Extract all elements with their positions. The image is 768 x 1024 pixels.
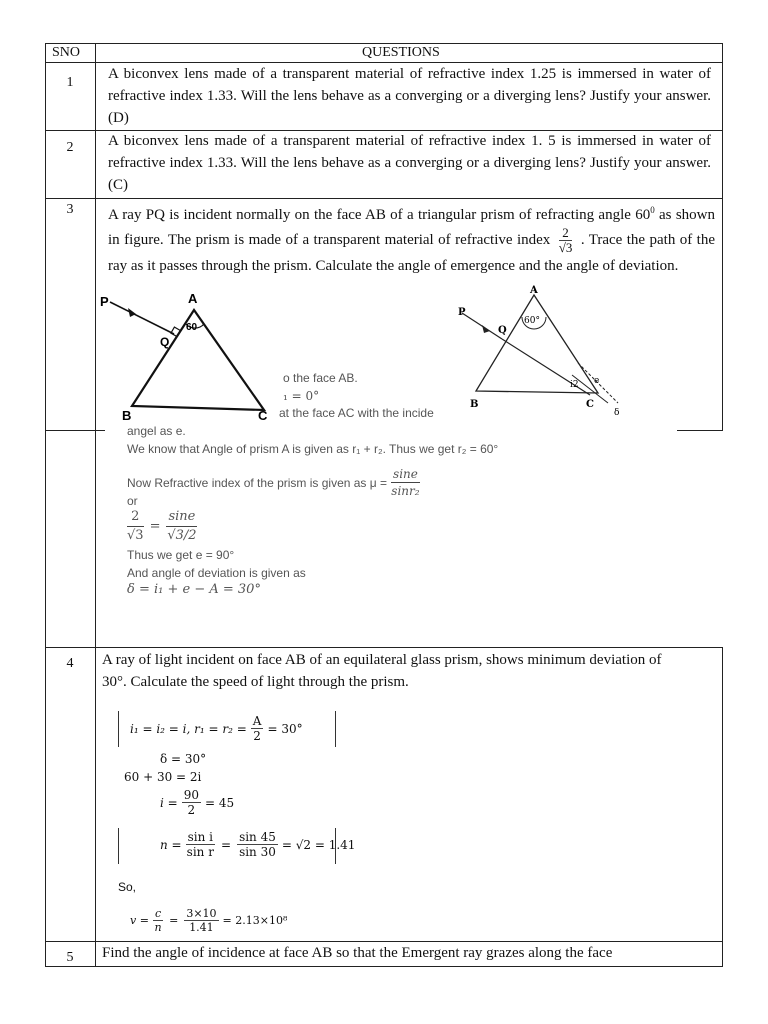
- label-b-1: B: [122, 408, 132, 423]
- work-line-7: v = $\frac{c}{n}$ = $\frac{3\times 10}{1.41}$ = 2.13×10⁸: [130, 907, 288, 933]
- ray-pq-1: [110, 302, 174, 334]
- prism-triangle-1: [132, 310, 264, 410]
- label-c-2: C: [586, 399, 594, 410]
- work-7-num: c: [154, 907, 162, 920]
- sol-line-2: We know that Angle of prism A is given as r₁ + r₂. Thus we get r₂ = 60°: [127, 442, 499, 456]
- sol-line-3-frac: [391, 466, 420, 499]
- work-line-4: [160, 788, 234, 817]
- work-7-num2: 3×10: [186, 907, 217, 920]
- sol-line-5: [127, 508, 197, 545]
- work-5-num: sin i: [187, 830, 213, 844]
- header-questions: QUESTIONS: [362, 45, 440, 60]
- work-1-num: A: [252, 714, 262, 728]
- row-5-question: Find the angle of incidence at face AB so that the Emergent ray grazes along the face: [102, 945, 613, 961]
- work-1-den: 2: [253, 729, 261, 743]
- sol-line-1: angel as e.: [127, 424, 186, 438]
- sol5-frac-2: [166, 508, 197, 545]
- work-line-3: 60 + 30 = 2i: [124, 770, 202, 784]
- sol-frac-num: sine: [393, 467, 418, 481]
- label-b-2: B: [470, 399, 479, 410]
- index-num: 2: [559, 226, 573, 241]
- row-3-text-a: A ray PQ is incident normally on the face AB of a triangular prism of refracting angle 60: [108, 207, 651, 223]
- work-1-end: = 30°: [267, 721, 303, 736]
- work-line-1: [130, 714, 303, 743]
- row-1-sno: 1: [66, 75, 74, 90]
- work-line-5: n = $\frac{\text{sin i}}{\text{sin r}}$ = $\frac{\sin 45}{\sin 30}$ = √2 = 1.41: [160, 830, 356, 859]
- label-q-1: Q: [160, 335, 170, 349]
- overlay-line-1: o the face AB.: [283, 371, 358, 385]
- sol5-num: 2: [127, 508, 144, 527]
- row-2-sno: 2: [66, 140, 74, 155]
- work-5-frac-1: [186, 830, 215, 859]
- work-line-6: So,: [118, 880, 137, 894]
- row-3-text-b: as shown in figure. The prism is made of a transparent material of refractive index: [108, 207, 715, 248]
- sol5-frac-1: [127, 508, 144, 545]
- sol-line-7: And angle of deviation is given as: [127, 566, 306, 580]
- work-7-text: v =: [130, 913, 149, 927]
- row-5-sno: 5: [66, 950, 74, 965]
- label-angle-1: 60: [186, 322, 198, 333]
- work-4-num: 90: [183, 788, 199, 802]
- row-3-sno: 3: [66, 202, 74, 217]
- label-p-1: P: [100, 294, 109, 309]
- label-delta-2: δ: [614, 408, 620, 418]
- sol5-den2: √3/2: [167, 528, 197, 543]
- work-5-num2: sin 45: [239, 830, 276, 844]
- work-7-den2: 1.41: [189, 920, 214, 933]
- sol-line-3-text: Now Refractive index of the prism is given as μ =: [127, 475, 388, 490]
- work-4-end: = 45: [205, 795, 235, 810]
- sol-line-3: [127, 466, 420, 499]
- sol5-den: √3: [127, 528, 144, 543]
- prism-figure-1: [96, 290, 286, 426]
- label-p-2: P: [458, 307, 466, 318]
- sol-frac-den: sinr₂: [391, 484, 420, 498]
- row-4-question: A ray of light incident on face AB of an equilateral glass prism, shows minimum deviation of 30°. Calculate the speed of light through the prism.: [102, 652, 662, 690]
- label-angle-2: 60°: [524, 316, 540, 326]
- ray-pq-2: [462, 313, 502, 339]
- work-7-frac-2: [184, 907, 218, 933]
- work-7-frac-1: [153, 907, 163, 933]
- work-1-frac: [251, 714, 264, 743]
- work-5-text: n =: [160, 837, 182, 852]
- sol-line-8: δ = i₁ + e − A = 30°: [127, 582, 261, 597]
- sol-line-4: or: [127, 494, 138, 508]
- work-4-frac: [182, 788, 201, 817]
- refractive-index-fraction: [559, 226, 573, 255]
- label-c-1: C: [258, 408, 268, 423]
- work-7-end: = 2.13×10⁸: [222, 913, 288, 927]
- row-1-question: A biconvex lens made of a transparent material of refractive index 1.25 is immersed in water of refractive index 1.33. Will the lens behave as a converging or a diverging lens? Justify your answer.(D): [108, 66, 711, 126]
- row-4-sno: 4: [66, 656, 74, 671]
- work-line-2: δ = 30°: [160, 752, 207, 766]
- label-a-2: A: [530, 285, 538, 296]
- sol5-eq: =: [149, 519, 161, 534]
- overlay-line-3: at the face AC with the incide: [279, 406, 434, 420]
- index-den: √3: [558, 240, 573, 255]
- prism-triangle-2: [476, 295, 598, 393]
- label-q-2: Q: [498, 325, 507, 336]
- work-4-den: 2: [187, 803, 196, 817]
- ray-arrow-2: [482, 325, 490, 333]
- label-e-2: e: [594, 376, 600, 386]
- row-3-question: A ray PQ is incident normally on the face AB of a triangular prism of refracting angle $60^0$ as shown in figure. The prism is made of a transparent material of refractive index $\frac{2}{√3}$ . Trace the path of the ray as it passes through the prism. Calculate the angle of emergence and the angle of deviation.: [108, 205, 716, 274]
- work-7-den: n: [154, 920, 162, 933]
- work-5-den: sin r: [186, 845, 214, 859]
- sol-line-6: Thus we get e = 90°: [127, 548, 235, 562]
- work-5-end: = √2 = 1.41: [281, 837, 356, 852]
- label-a-1: A: [188, 291, 198, 306]
- row-3-text-c: . Trace the path of the ray as it passes through the prism. Calculate the angle of emergence and the angle of deviation.: [108, 231, 716, 274]
- work-5-den2: sin 30: [239, 845, 276, 859]
- prism-figure-2: [448, 283, 638, 418]
- work-1-text: i₁ = i₂ = i, r₁ = r₂ =: [130, 721, 247, 736]
- sol5-num2: sine: [166, 508, 197, 527]
- header-sno: SNO: [52, 45, 81, 60]
- overlay-line-2: ₁ = 0°: [283, 389, 320, 403]
- label-i2-2: i2: [570, 380, 579, 390]
- ray-arrow-1: [128, 308, 136, 317]
- work-5-frac-2: [237, 830, 278, 859]
- work-4-text: i =: [160, 795, 178, 810]
- row-2-question: A biconvex lens made of a transparent material of refractive index 1. 5 is immersed in water of refractive index 1.33. Will the lens behave as a converging or a diverging lens? Justify your answer.(C): [108, 133, 711, 193]
